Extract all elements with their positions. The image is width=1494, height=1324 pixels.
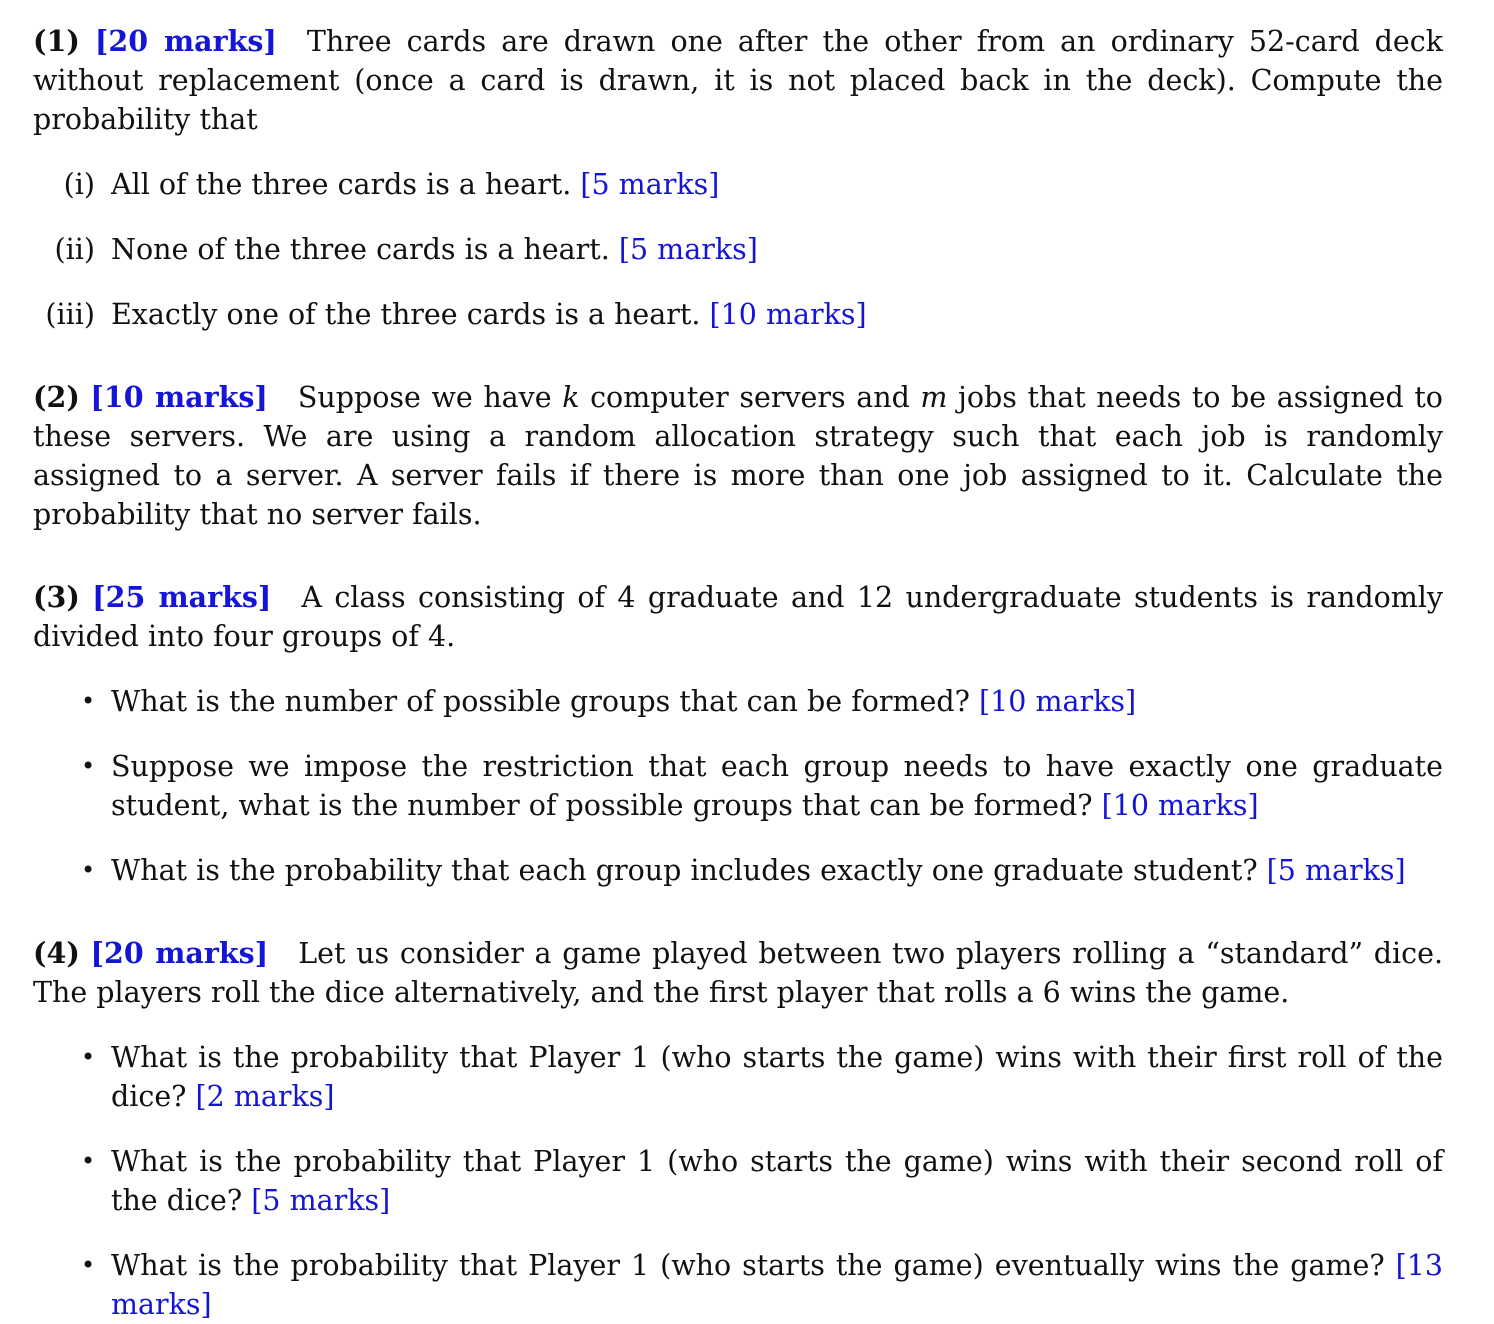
question-1-part-ii	[33, 230, 1443, 269]
question-1-number: (1)	[33, 24, 80, 58]
bullet-text: Suppose we impose the restriction that each group needs to have exactly one graduate student, what is the number of possible groups that can be formed?	[111, 750, 1443, 822]
question-3-bullet-1	[33, 682, 1443, 721]
question-2	[33, 378, 1443, 534]
question-3-bullet-2	[33, 747, 1443, 825]
question-1-parts	[33, 165, 1443, 334]
assignment-page	[33, 22, 1443, 1324]
part-marks: [5 marks]	[618, 233, 758, 266]
bullet-text: What is the probability that each group includes exactly one graduate student?	[111, 854, 1258, 887]
part-marks: [5 marks]	[580, 168, 720, 201]
question-4-text: Let us consider a game played between two players rolling a “standard” dice. The players roll the dice alternatively, and the first player that rolls a 6 wins the game.	[33, 937, 1444, 1009]
question-1	[33, 22, 1443, 334]
bullet-icon: •	[81, 1147, 96, 1175]
bullet-icon: •	[81, 1043, 96, 1071]
question-1-intro	[33, 22, 1443, 139]
bullet-marks: [13 marks]	[111, 1249, 1443, 1321]
question-3-bullets	[33, 682, 1443, 890]
question-2-intro	[33, 378, 1443, 534]
part-label: (i)	[63, 168, 95, 201]
question-2-marks: [10 marks]	[90, 380, 268, 414]
bullet-icon: •	[81, 856, 96, 884]
question-1-part-iii	[33, 295, 1443, 334]
question-3-marks: [25 marks]	[92, 580, 272, 614]
part-text: Exactly one of the three cards is a heart.	[111, 298, 701, 331]
part-label: (iii)	[45, 298, 95, 331]
question-4-bullets	[33, 1038, 1443, 1324]
question-4-bullet-1	[33, 1038, 1443, 1116]
bullet-marks: [5 marks]	[251, 1184, 391, 1217]
bullet-marks: [5 marks]	[1266, 854, 1406, 887]
bullet-text: What is the probability that Player 1 (who starts the game) wins with their first roll of the dice?	[111, 1041, 1443, 1113]
question-4-marks: [20 marks]	[90, 936, 269, 970]
question-3-intro	[33, 578, 1443, 656]
question-3-text: A class consisting of 4 graduate and 12 undergraduate students is randomly divided into four groups of 4.	[33, 581, 1444, 653]
bullet-marks: [10 marks]	[1101, 789, 1259, 822]
question-3-bullet-3	[33, 851, 1443, 890]
question-1-text: Three cards are drawn one after the other from an ordinary 52-card deck without replacement (once a card is drawn, it is not placed back in the deck). Compute the probability that	[33, 25, 1443, 136]
part-label: (ii)	[54, 233, 95, 266]
question-2-number: (2)	[33, 380, 80, 414]
bullet-text: What is the probability that Player 1 (who starts the game) wins with their second roll of the dice?	[111, 1145, 1443, 1217]
bullet-text: What is the number of possible groups that can be formed?	[111, 685, 970, 718]
bullet-marks: [10 marks]	[979, 685, 1137, 718]
bullet-marks: [2 marks]	[195, 1080, 335, 1113]
question-4-bullet-2	[33, 1142, 1443, 1220]
question-2-text-a: Suppose we have	[297, 381, 552, 414]
question-4-bullet-3	[33, 1246, 1443, 1324]
part-text: None of the three cards is a heart.	[111, 233, 610, 266]
question-3	[33, 578, 1443, 890]
question-4-intro	[33, 934, 1443, 1012]
question-2-text-b: computer servers and	[590, 381, 910, 414]
bullet-icon: •	[81, 687, 96, 715]
variable-k: k	[562, 381, 580, 414]
variable-m: m	[920, 381, 948, 414]
bullet-icon: •	[81, 1251, 96, 1279]
question-2-text-c: jobs that needs to be assigned to these servers. We are using a random allocation strategy such that each job is randomly assigned to a server. A server fails if there is more than one job assigned to it. Calculate the probability that no server fails.	[33, 381, 1443, 531]
part-text: All of the three cards is a heart.	[111, 168, 572, 201]
bullet-text: What is the probability that Player 1 (who starts the game) eventually wins the game?	[111, 1249, 1385, 1282]
bullet-icon: •	[81, 752, 96, 780]
question-3-number: (3)	[33, 580, 80, 614]
part-marks: [10 marks]	[709, 298, 867, 331]
question-4-number: (4)	[33, 936, 80, 970]
question-1-marks: [20 marks]	[94, 24, 277, 58]
question-4	[33, 934, 1443, 1324]
question-1-part-i	[33, 165, 1443, 204]
